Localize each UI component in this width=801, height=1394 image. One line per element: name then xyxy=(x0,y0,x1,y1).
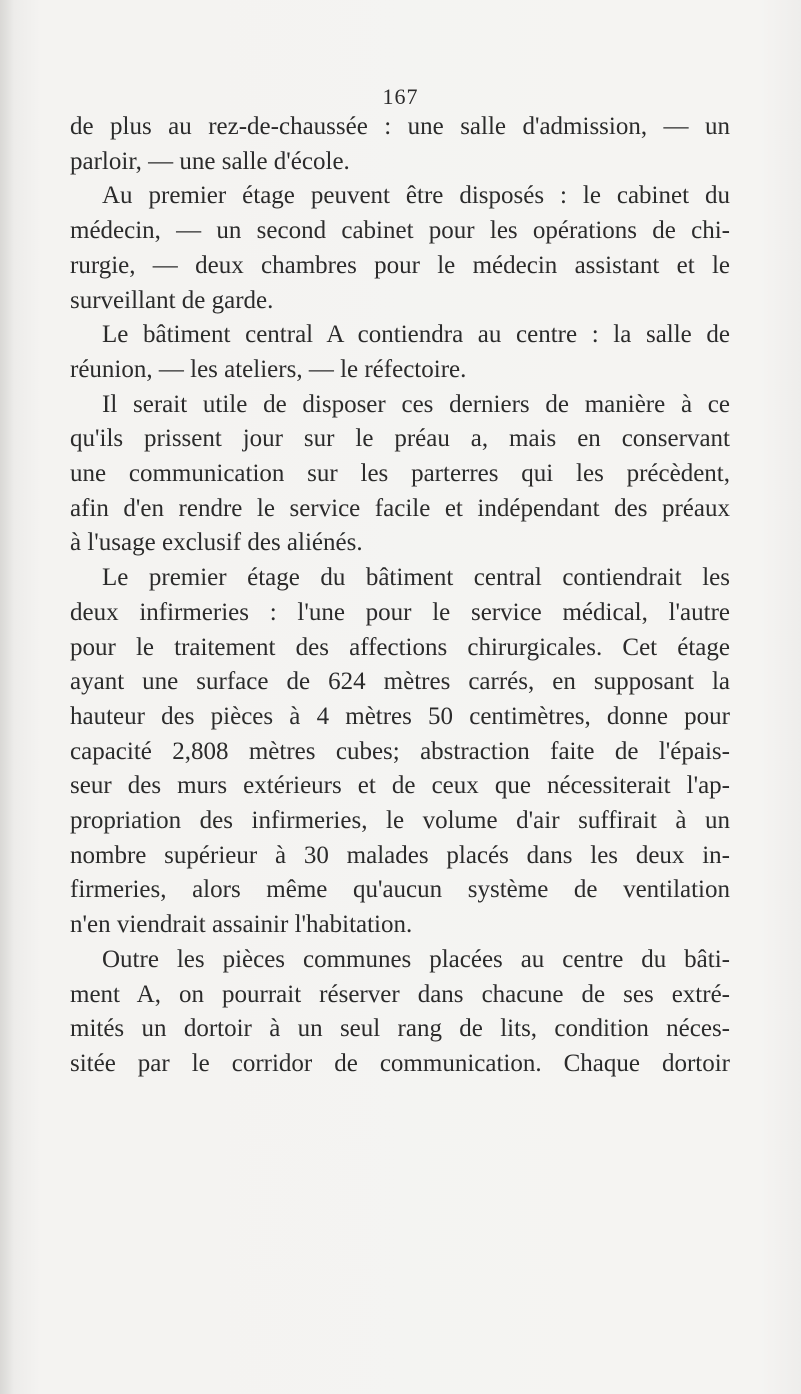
text-line: surveillant de garde. xyxy=(70,286,274,314)
text-line: Au premier étage peuvent être disposés : le cabinet du xyxy=(102,182,730,210)
text-line: capacité 2,808 mètres cubes; abstraction faite de l'épais- xyxy=(70,737,730,765)
text-line: afin d'en rendre le service facile et indépendant des préaux xyxy=(70,494,730,522)
text-line: n'en viendrait assainir l'habitation. xyxy=(70,911,413,939)
text-line: firmeries, alors même qu'aucun système de ventilation xyxy=(70,876,730,904)
text-line: ment A, on pourrait réserver dans chacune de ses extré- xyxy=(70,980,730,1008)
text-line: pour le traitement des affections chirurgicales. Cet étage xyxy=(70,633,730,661)
text-line: deux infirmeries : l'une pour le service médical, l'autre xyxy=(70,598,730,626)
text-line: une communication sur les parterres qui les précèdent, xyxy=(70,460,730,488)
text-line: ayant une surface de 624 mètres carrés, en supposant la xyxy=(70,668,730,696)
text-line: Le bâtiment central A contiendra au centre : la salle de xyxy=(102,321,730,349)
text-line: médecin, — un second cabinet pour les opérations de chi- xyxy=(70,217,730,245)
text-line: sitée par le corridor de communication. Chaque dortoir xyxy=(70,1049,730,1077)
text-line: propriation des infirmeries, le volume d'air suffirait à un xyxy=(70,807,730,835)
text-line: hauteur des pièces à 4 mètres 50 centimètres, donne pour xyxy=(70,702,730,730)
paragraph xyxy=(70,110,730,179)
text-line: de plus au rez-de-chaussée : une salle d'admission, — un xyxy=(70,113,730,140)
paragraph xyxy=(70,943,730,1082)
body-text xyxy=(70,110,730,1082)
page-gutter-shadow xyxy=(0,0,14,1394)
paragraph xyxy=(70,561,730,943)
paragraph xyxy=(70,318,730,387)
paragraph xyxy=(70,388,730,562)
text-line: Il serait utile de disposer ces derniers de manière à ce xyxy=(102,390,730,418)
text-line: à l'usage exclusif des aliénés. xyxy=(70,529,363,557)
text-line: seur des murs extérieurs et de ceux que nécessiterait l'ap- xyxy=(70,772,730,800)
text-line: mités un dortoir à un seul rang de lits, condition néces- xyxy=(70,1015,730,1043)
text-line: Outre les pièces communes placées au centre du bâti- xyxy=(102,945,730,973)
text-line: nombre supérieur à 30 malades placés dans les deux in- xyxy=(70,841,730,869)
text-line: réunion, — les ateliers, — le réfectoire. xyxy=(70,355,467,383)
text-line: Le premier étage du bâtiment central contiendrait les xyxy=(102,564,730,592)
paragraph xyxy=(70,179,730,318)
text-line: qu'ils prissent jour sur le préau a, mais en conservant xyxy=(70,425,730,453)
page-number: 167 xyxy=(382,84,419,109)
text-line: rurgie, — deux chambres pour le médecin assistant et le xyxy=(70,251,730,279)
text-line: parloir, — une salle d'école. xyxy=(70,147,350,175)
